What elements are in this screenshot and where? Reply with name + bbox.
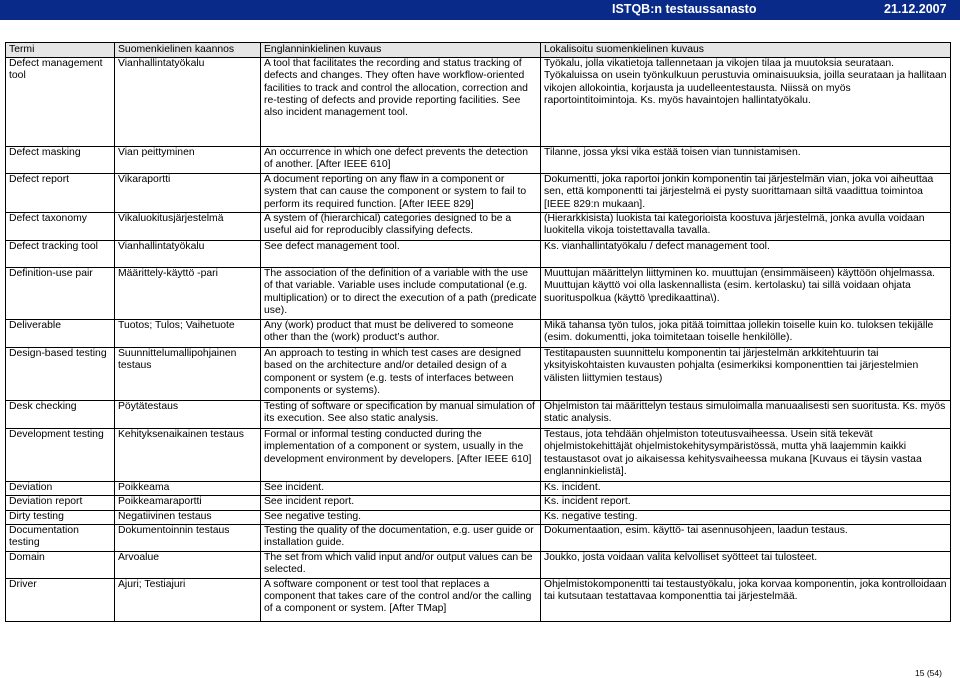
table-row [6, 578, 951, 621]
table-row [6, 147, 951, 174]
finnish-term-cell: Vianhallintatyökalu [115, 241, 261, 268]
term-cell: Defect masking [6, 147, 115, 174]
localized-description-cell: Joukko, josta voidaan valita kelvolliset syötteet tai tulosteet. [541, 551, 951, 578]
english-description-cell: A system of (hierarchical) categories designed to be a useful aid for reproducibly classifying defects. [261, 213, 541, 241]
document-header-bar [0, 0, 960, 20]
table-row [6, 348, 951, 401]
localized-description-cell: Dokumentaation, esim. käyttö- tai asennusohjeen, laadun testaus. [541, 524, 951, 551]
term-cell: Development testing [6, 429, 115, 482]
term-cell: Driver [6, 578, 115, 621]
english-description-cell: See defect management tool. [261, 241, 541, 268]
table-row [6, 496, 951, 510]
english-description-cell: An occurrence in which one defect prevents the detection of another. [After IEEE 610] [261, 147, 541, 174]
term-cell: Deliverable [6, 320, 115, 348]
finnish-term-cell: Poikkeama [115, 482, 261, 496]
finnish-term-cell: Vikaluokitusjärjestelmä [115, 213, 261, 241]
finnish-term-cell: Vikaraportti [115, 174, 261, 213]
term-cell: Defect management tool [6, 58, 115, 147]
page-number: 15 (54) [915, 668, 942, 678]
table-row [6, 510, 951, 524]
english-description-cell: See negative testing. [261, 510, 541, 524]
document-date: 21.12.2007 [884, 2, 947, 16]
english-description-cell: See incident. [261, 482, 541, 496]
english-description-cell: Testing the quality of the documentation, e.g. user guide or installation guide. [261, 524, 541, 551]
finnish-term-cell: Negatiivinen testaus [115, 510, 261, 524]
table-row [6, 241, 951, 268]
finnish-term-cell: Arvoalue [115, 551, 261, 578]
finnish-term-cell: Ajuri; Testiajuri [115, 578, 261, 621]
term-cell: Deviation report [6, 496, 115, 510]
document-title: ISTQB:n testaussanasto [612, 2, 757, 16]
english-description-cell: Testing of software or specification by manual simulation of its execution. See also static analysis. [261, 401, 541, 429]
localized-description-cell: Ks. vianhallintatyökalu / defect management tool. [541, 241, 951, 268]
table-row [6, 213, 951, 241]
english-description-cell: A document reporting on any flaw in a component or system that can cause the component or system to fail to perform its required function. [After IEEE 829] [261, 174, 541, 213]
english-description-cell: The set from which valid input and/or output values can be selected. [261, 551, 541, 578]
localized-description-cell: Muuttujan määrittelyn liittyminen ko. muuttujan (ensimmäiseen) käyttöön ohjelmassa. Muuttujan käyttö voi olla laskennallista (esim. kertolasku) tai sillä voidaan ohjata suorituspolkua (käyttö \predikaattina\). [541, 268, 951, 320]
term-cell: Defect tracking tool [6, 241, 115, 268]
term-cell: Dirty testing [6, 510, 115, 524]
english-description-cell: Any (work) product that must be delivered to someone other than the (work) product’s author. [261, 320, 541, 348]
localized-description-cell: Ks. negative testing. [541, 510, 951, 524]
finnish-term-cell: Kehityksenaikainen testaus [115, 429, 261, 482]
localized-description-cell: Ks. incident report. [541, 496, 951, 510]
english-description-cell: An approach to testing in which test cases are designed based on the architecture and/or detailed design of a component or system (e.g. tests of interfaces between components or systems). [261, 348, 541, 401]
term-cell: Defect report [6, 174, 115, 213]
finnish-term-cell: Tuotos; Tulos; Vaihetuote [115, 320, 261, 348]
localized-description-cell: Ohjelmiston tai määrittelyn testaus simuloimalla manuaalisesti sen suoritusta. Ks. myös static analysis. [541, 401, 951, 429]
localized-description-cell: Ks. incident. [541, 482, 951, 496]
table-row [6, 482, 951, 496]
english-description-cell: The association of the definition of a variable with the use of that variable. Variable uses include computational (e.g. multiplication) or to direct the execution of a path (predicate use). [261, 268, 541, 320]
finnish-term-cell: Dokumentoinnin testaus [115, 524, 261, 551]
finnish-term-cell: Määrittely-käyttö -pari [115, 268, 261, 320]
table-row [6, 268, 951, 320]
english-description-cell: A tool that facilitates the recording and status tracking of defects and changes. They often have workflow-oriented facilities to track and control the allocation, correction and re-testing of defects and provide reporting facilities. See also incident management tool. [261, 58, 541, 147]
column-header-localized-description: Lokalisoitu suomenkielinen kuvaus [541, 43, 951, 58]
localized-description-cell: Tilanne, jossa yksi vika estää toisen vian tunnistamisen. [541, 147, 951, 174]
table-row [6, 174, 951, 213]
localized-description-cell: (Hierarkkisista) luokista tai kategorioista koostuva järjestelmä, jonka avulla voidaan luokitella vikoja toistettavalla tavalla. [541, 213, 951, 241]
term-cell: Desk checking [6, 401, 115, 429]
localized-description-cell: Testaus, jota tehdään ohjelmiston toteutusvaiheessa. Usein sitä tekevät ohjelmistokehittäjät ohjelmistokehitysympäristössä, mutta yhä laajemmin kaikki testaustasot ovat jo aikaisessa kehitysvaiheessa mukana [Kuvaus ei täysin vastaa englanninkielistä]. [541, 429, 951, 482]
english-description-cell: See incident report. [261, 496, 541, 510]
finnish-term-cell: Pöytätestaus [115, 401, 261, 429]
finnish-term-cell: Vianhallintatyökalu [115, 58, 261, 147]
finnish-term-cell: Suunnittelumallipohjainen testaus [115, 348, 261, 401]
term-cell: Design-based testing [6, 348, 115, 401]
column-header-finnish-translation: Suomenkielinen kaannos [115, 43, 261, 58]
term-cell: Domain [6, 551, 115, 578]
glossary-table [5, 42, 951, 622]
localized-description-cell: Mikä tahansa työn tulos, joka pitää toimittaa jollekin toiselle kuin ko. tuloksen tekijälle (esim. dokumentti, joka toimitetaan toiselle henkilölle). [541, 320, 951, 348]
table-row [6, 524, 951, 551]
table-header-row [6, 43, 951, 58]
table-row [6, 429, 951, 482]
localized-description-cell: Testitapausten suunnittelu komponentin tai järjestelmän arkkitehtuurin tai yksityiskohtaisten kuvausten pohjalta (esimerkiksi komponenttien tai järjestelmien välisten liittymien testaus) [541, 348, 951, 401]
finnish-term-cell: Poikkeamaraportti [115, 496, 261, 510]
finnish-term-cell: Vian peittyminen [115, 147, 261, 174]
term-cell: Documentation testing [6, 524, 115, 551]
localized-description-cell: Dokumentti, joka raportoi jonkin komponentin tai järjestelmän vian, joka voi aiheuttaa sen, että komponentti tai järjestelmä ei pysty suorittamaan siltä vaadittua toimintoa [IEEE 829:n mukaan]. [541, 174, 951, 213]
table-row [6, 551, 951, 578]
localized-description-cell: Työkalu, jolla vikatietoja tallennetaan ja vikojen tilaa ja muutoksia seurataan. Työkaluissa on usein työnkulkuun perustuvia ominaisuuksia, joilla seurataan ja hallitaan vikojen allokointia, korjausta ja uudelleentestausta. Niissä on myös raportointitoimintoja. Ks. myös havaintojen hallintatyökalu. [541, 58, 951, 147]
table-row [6, 401, 951, 429]
column-header-term: Termi [6, 43, 115, 58]
term-cell: Defect taxonomy [6, 213, 115, 241]
english-description-cell: A software component or test tool that replaces a component that takes care of the control and/or the calling of a component or system. [After TMap] [261, 578, 541, 621]
english-description-cell: Formal or informal testing conducted during the implementation of a component or system, usually in the development environment by developers. [After IEEE 610] [261, 429, 541, 482]
table-row [6, 320, 951, 348]
term-cell: Deviation [6, 482, 115, 496]
table-row [6, 58, 951, 147]
column-header-english-description: Englanninkielinen kuvaus [261, 43, 541, 58]
localized-description-cell: Ohjelmistokomponentti tai testaustyökalu, joka korvaa komponentin, joka kontrolloidaan tai kutsutaan testattavaa komponenttia tai järjestelmää. [541, 578, 951, 621]
term-cell: Definition-use pair [6, 268, 115, 320]
